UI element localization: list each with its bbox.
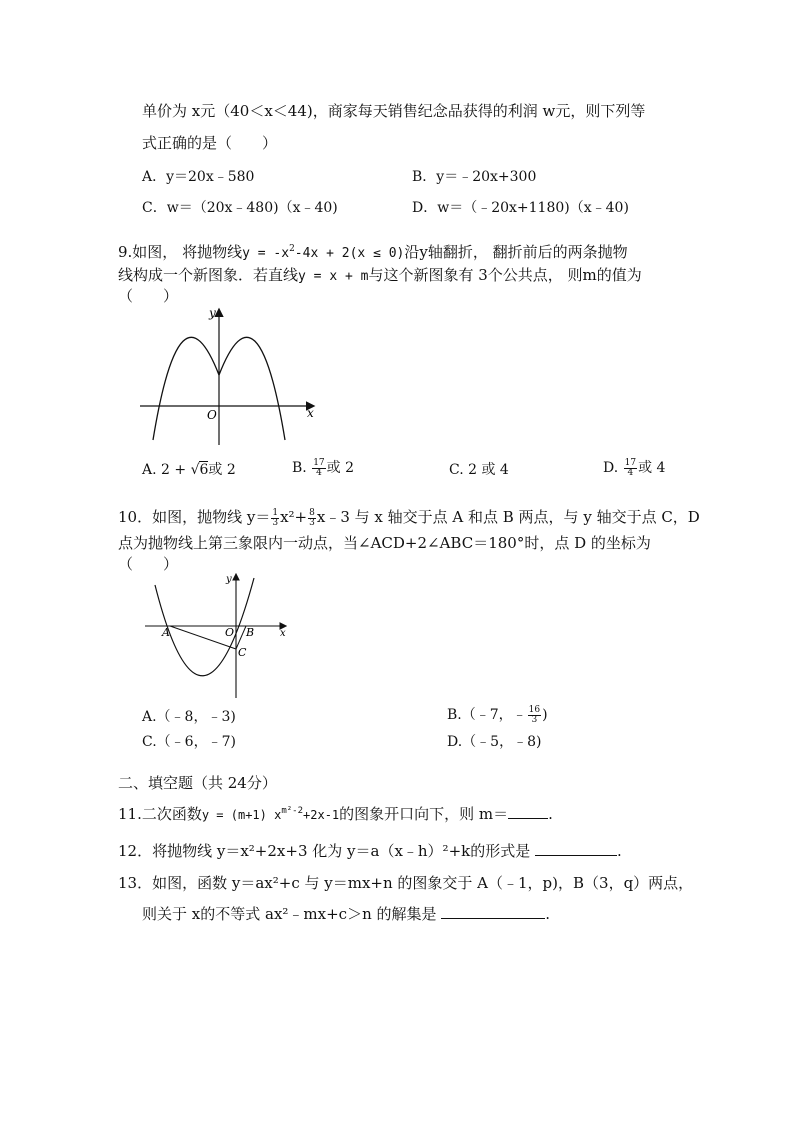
x-label: x [307, 406, 314, 420]
q8-option-d: D．w＝（﹣20x+1180)（x﹣40) [412, 200, 629, 216]
origin-label: O [225, 626, 235, 639]
q13-line2: 则关于 x的不等式 ax²﹣mx+c＞n 的解集是 . [142, 905, 551, 923]
q9-option-a: A. 2 + √6或 2 [142, 462, 236, 478]
point-c-label: C [238, 646, 247, 659]
q8-line1: 单价为 x元（40＜x＜44)，商家每天销售纪念品获得的利润 w元，则下列等 [142, 102, 646, 120]
origin-label: O [207, 408, 217, 422]
q11: 11.二次函数y = (m+1) $x^{m^2-2}+2x-1$的图象开口向下，则 m＝ . [118, 805, 553, 823]
q9-line2: 线构成一个新图象．若直线y = x + m与这个新图象有 3个公共点， 则m的值为 [118, 266, 642, 284]
q10-option-a: A.（﹣8，﹣3) [142, 709, 236, 725]
q8-option-a: A．y＝20x﹣580 [142, 169, 255, 185]
q8-line2: 式正确的是（ ） [142, 134, 278, 152]
q10-option-b: B.（﹣7，﹣ $\frac{16}{3}$ ) [447, 704, 548, 725]
q12: 12．将抛物线 y＝x²+2x+3 化为 y＝a（x﹣h）²+k的形式是 . [118, 842, 622, 860]
y-label: y [209, 306, 216, 320]
q9-option-d: D. $\frac{17}{4}$ 或 4 [603, 457, 666, 478]
q10-graph [140, 570, 295, 700]
q8-option-c: C．w＝（20x﹣480)（x﹣40) [142, 200, 338, 216]
q10-option-c: C.（﹣6，﹣7) [142, 734, 236, 750]
q9-graph [135, 305, 320, 445]
point-a-label: A [162, 626, 170, 639]
q10-line1: 10．如图，抛物线 y＝ $\frac{1}{3}$ x²+ $\frac{8}{3}$ x﹣3 与 x 轴交于点 A 和点 B 两点，与 y 轴交于点 C，D [118, 507, 700, 528]
q13-answer-blank[interactable] [441, 904, 545, 919]
q10-line2: 点为抛物线上第三象限内一动点，当∠ACD+2∠ABC＝180°时，点 D 的坐标为 [118, 534, 651, 552]
y-label: y [226, 574, 232, 585]
q9-paren: （ ） [118, 287, 179, 305]
q11-answer-blank[interactable] [508, 804, 548, 819]
section-heading: 二、填空题（共 24分） [118, 774, 277, 792]
right-parabola [219, 337, 285, 440]
q9-line1: 9.如图， 将抛物线$y = -x^2-4x + 2(x \le 0)$沿y轴翻折， 翻折前后的两条抛物 [118, 243, 628, 261]
x-label: x [280, 628, 286, 639]
q9-option-c: C. 2 或 4 [449, 462, 509, 478]
left-parabola [153, 337, 219, 440]
q8-option-b: B．y＝﹣20x+300 [412, 169, 537, 185]
q10-option-d: D.（﹣5，﹣8) [447, 734, 542, 750]
q13-line1: 13．如图，函数 y＝ax²+c 与 y＝mx+n 的图象交于 A（﹣1，p)，B（3，q）两点， [118, 874, 694, 892]
q12-answer-blank[interactable] [535, 841, 617, 856]
q9-option-b: B. $\frac{17}{4}$ 或 2 [292, 457, 355, 478]
q10-paren: （ ） [118, 555, 179, 573]
point-b-label: B [246, 626, 255, 639]
